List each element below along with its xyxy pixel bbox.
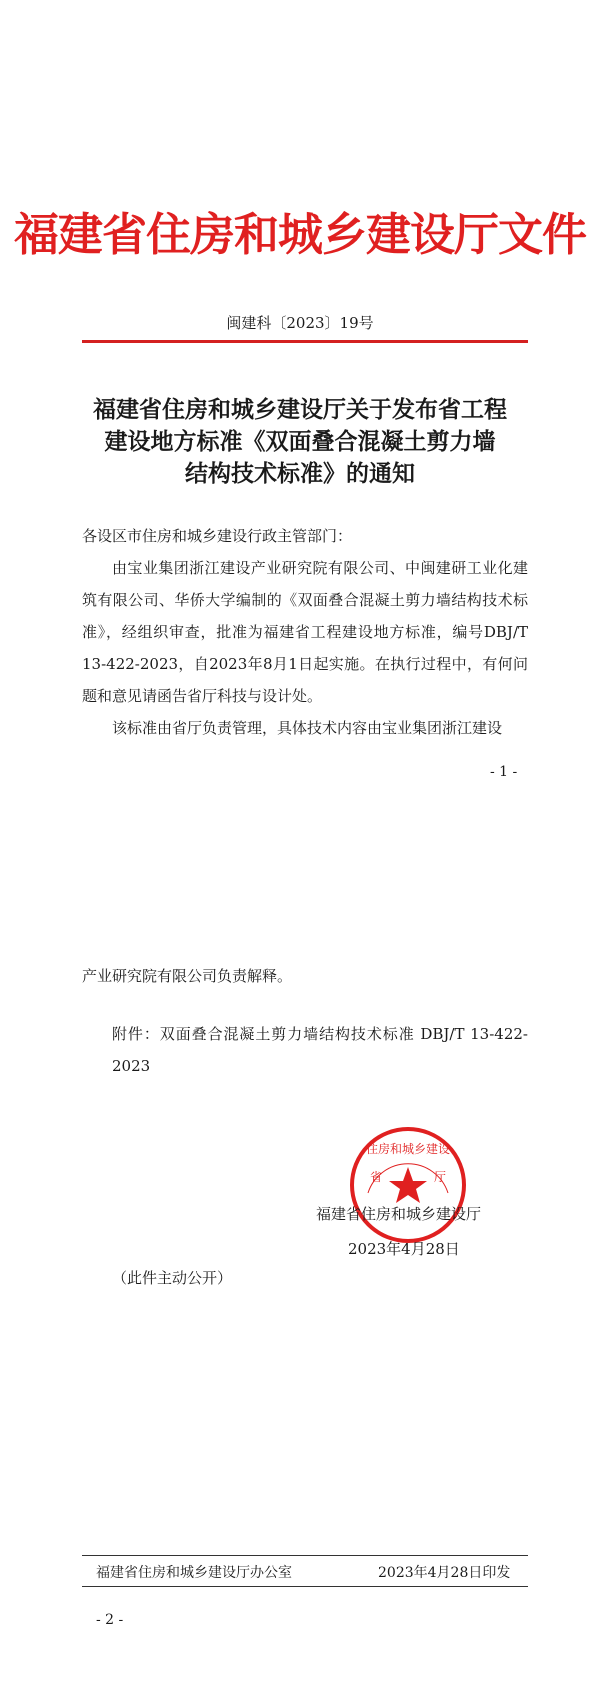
body-paragraph-2-part-2: 产业研究院有限公司负责解释。 bbox=[82, 967, 293, 985]
footer-issuing-office: 福建省住房和城乡建设厅办公室 bbox=[96, 1565, 292, 1581]
page-number-2: - 2 - bbox=[96, 1612, 124, 1628]
header-red-rule bbox=[82, 340, 528, 343]
body-paragraph-1: 由宝业集团浙江建设产业研究院有限公司、中闽建研工业化建筑有限公司、华侨大学编制的《双面叠合混凝土剪力墙结构技术标准》，经组织审查，批准为福建省工程建设地方标准，编号DBJ/T 13-422-2023，自2023年8月1日起实施。在执行过程中，有何问题和意见请函告省厅科技与设计处。 bbox=[82, 559, 528, 705]
official-seal-stamp bbox=[348, 1125, 468, 1245]
page-number-1: - 1 - bbox=[490, 764, 518, 780]
notice-title-line-2: 建设地方标准《双面叠合混凝土剪力墙 bbox=[104, 428, 496, 455]
notice-title bbox=[60, 394, 540, 490]
addressee: 各设区市住房和城乡建设行政主管部门： bbox=[82, 527, 353, 545]
footer-bottom-rule bbox=[82, 1586, 528, 1587]
svg-text:厅: 厅 bbox=[433, 1170, 447, 1184]
notice-title-line-3: 结构技术标准》的通知 bbox=[185, 460, 415, 487]
footer-top-rule bbox=[82, 1555, 528, 1556]
publicity-note: （此件主动公开） bbox=[112, 1269, 233, 1287]
document-number: 闽建科〔2023〕19号 bbox=[226, 314, 374, 332]
body-paragraph-2-part-1: 该标准由省厅负责管理，具体技术内容由宝业集团浙江建设 bbox=[112, 719, 503, 737]
signature-date: 2023年4月28日 bbox=[348, 1240, 460, 1258]
svg-text:省: 省 bbox=[369, 1170, 383, 1184]
document-header-title: 福建省住房和城乡建设厅文件 bbox=[13, 208, 586, 261]
signature-organization: 福建省住房和城乡建设厅 bbox=[316, 1205, 482, 1223]
notice-title-line-1: 福建省住房和城乡建设厅关于发布省工程 bbox=[93, 396, 507, 423]
attachment-line: 附件：双面叠合混凝土剪力墙结构技术标准 DBJ/T 13-422-2023 bbox=[112, 1025, 528, 1075]
footer-print-date: 2023年4月28日印发 bbox=[378, 1565, 511, 1581]
svg-text:住房和城乡建设: 住房和城乡建设 bbox=[365, 1142, 451, 1156]
